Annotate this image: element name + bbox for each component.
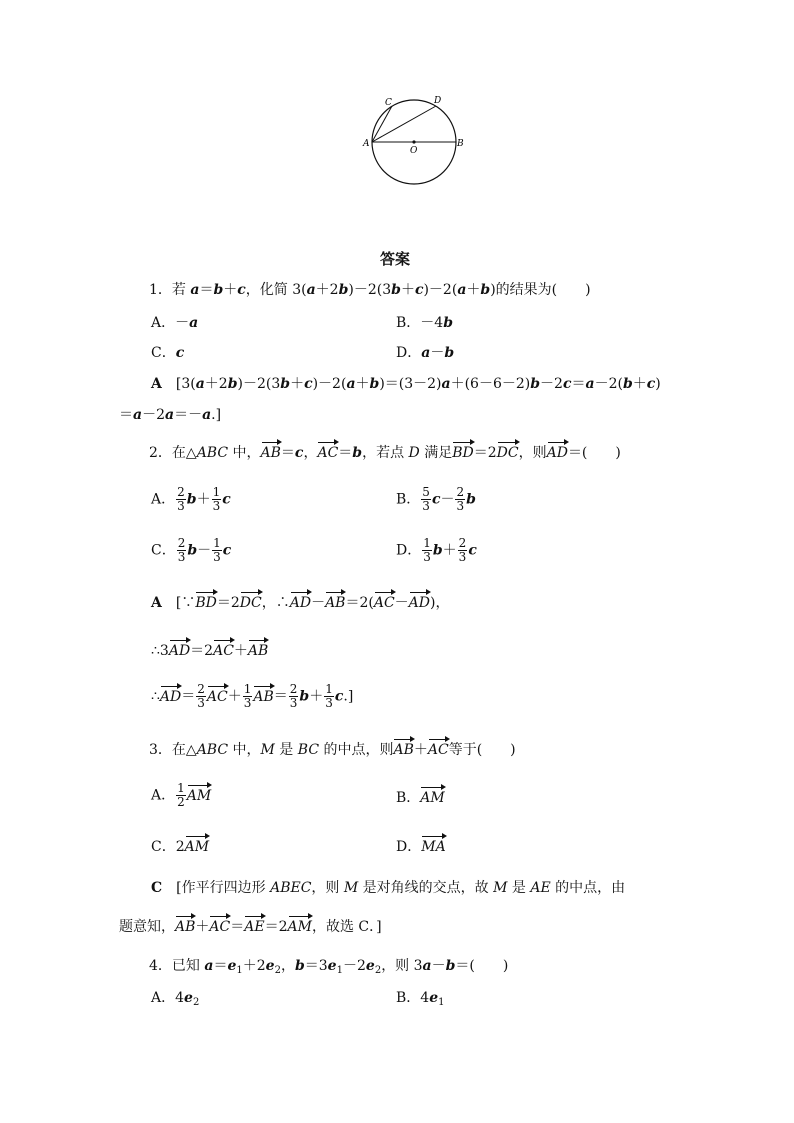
q3-answer-line2: 题意知，AB＋AC＝AE＝2AM，故选 C．] [119, 919, 382, 935]
q4-option-b: B．$4e_1$ [396, 990, 445, 1008]
section-title: 答案 [380, 250, 411, 268]
q3-option-a: A． $\frac{1}{2}$ AM [151, 781, 212, 809]
label-o: O [410, 146, 418, 156]
label-d: D [434, 96, 442, 106]
q1-answer-line2: ＝a－2a＝－a.] [119, 407, 222, 423]
q2-option-c: C． $\frac{2}{3}$ b－ $\frac{1}{3}$ c [151, 536, 232, 564]
circle-figure [355, 92, 475, 192]
q1-answer-line1: A [3(a＋2b)－2(3b＋c)－2(a＋b)＝(3－2)a＋(6－6－2)b－2c＝a－2(b＋c) [151, 376, 661, 392]
q2-answer-line2: ∴3AD＝2AC＋AB [151, 643, 269, 659]
q2-answer-line1: A [∵BD＝2DC，∴AD－AB＝2(AC－AD)， [151, 595, 450, 611]
q2-option-d: D． $\frac{1}{3}$ b＋ $\frac{2}{3}$ c [396, 536, 477, 564]
center-point [412, 140, 415, 143]
q4-stem: 4．已知 $a=e_1+2e_2$，$b=3e_1-2e_2$，则 3a－b＝( ) [149, 958, 509, 976]
q3-stem: 3．在△ABC 中，M 是 BC 的中点，则AB＋AC等于( ) [149, 742, 516, 758]
q3-option-b: B．AM [396, 790, 445, 806]
q1-option-d: D．a－b [396, 345, 455, 361]
q2-answer-line3: ∴AD＝ $\frac{2}{3}$ AC＋ $\frac{1}{3}$ AB＝ $\frac{2}{3}$ b＋ $\frac{1}{3}$ c.] [151, 682, 354, 710]
label-b: B [457, 139, 464, 149]
label-c: C [385, 98, 392, 108]
q4-option-a: A．$4e_2$ [151, 990, 200, 1008]
q2-stem: 2．在△ABC 中，AB＝c，AC＝b，若点 D 满足BD＝2DC，则AD＝( ) [149, 445, 621, 461]
q1-stem: 1．若 a＝b＋c，化简 3(a＋2b)－2(3b＋c)－2(a＋b)的结果为( ) [149, 282, 591, 298]
q3-answer-line1: C [作平行四边形 ABEC，则 M 是对角线的交点，故 M 是 AE 的中点，由 [151, 880, 626, 896]
q1-option-b: B．－4b [396, 315, 453, 331]
q1-option-a: A．－a [151, 315, 199, 331]
label-a: A [363, 139, 370, 149]
q2-option-a: A． $\frac{2}{3}$ b＋ $\frac{1}{3}$ c [151, 485, 231, 513]
q3-option-c: C．2AM [151, 839, 210, 855]
q2-option-b: B． $\frac{5}{3}$ c－ $\frac{2}{3}$ b [396, 485, 476, 513]
q1-option-c: C．c [151, 345, 185, 361]
q3-option-d: D．MA [396, 839, 446, 855]
